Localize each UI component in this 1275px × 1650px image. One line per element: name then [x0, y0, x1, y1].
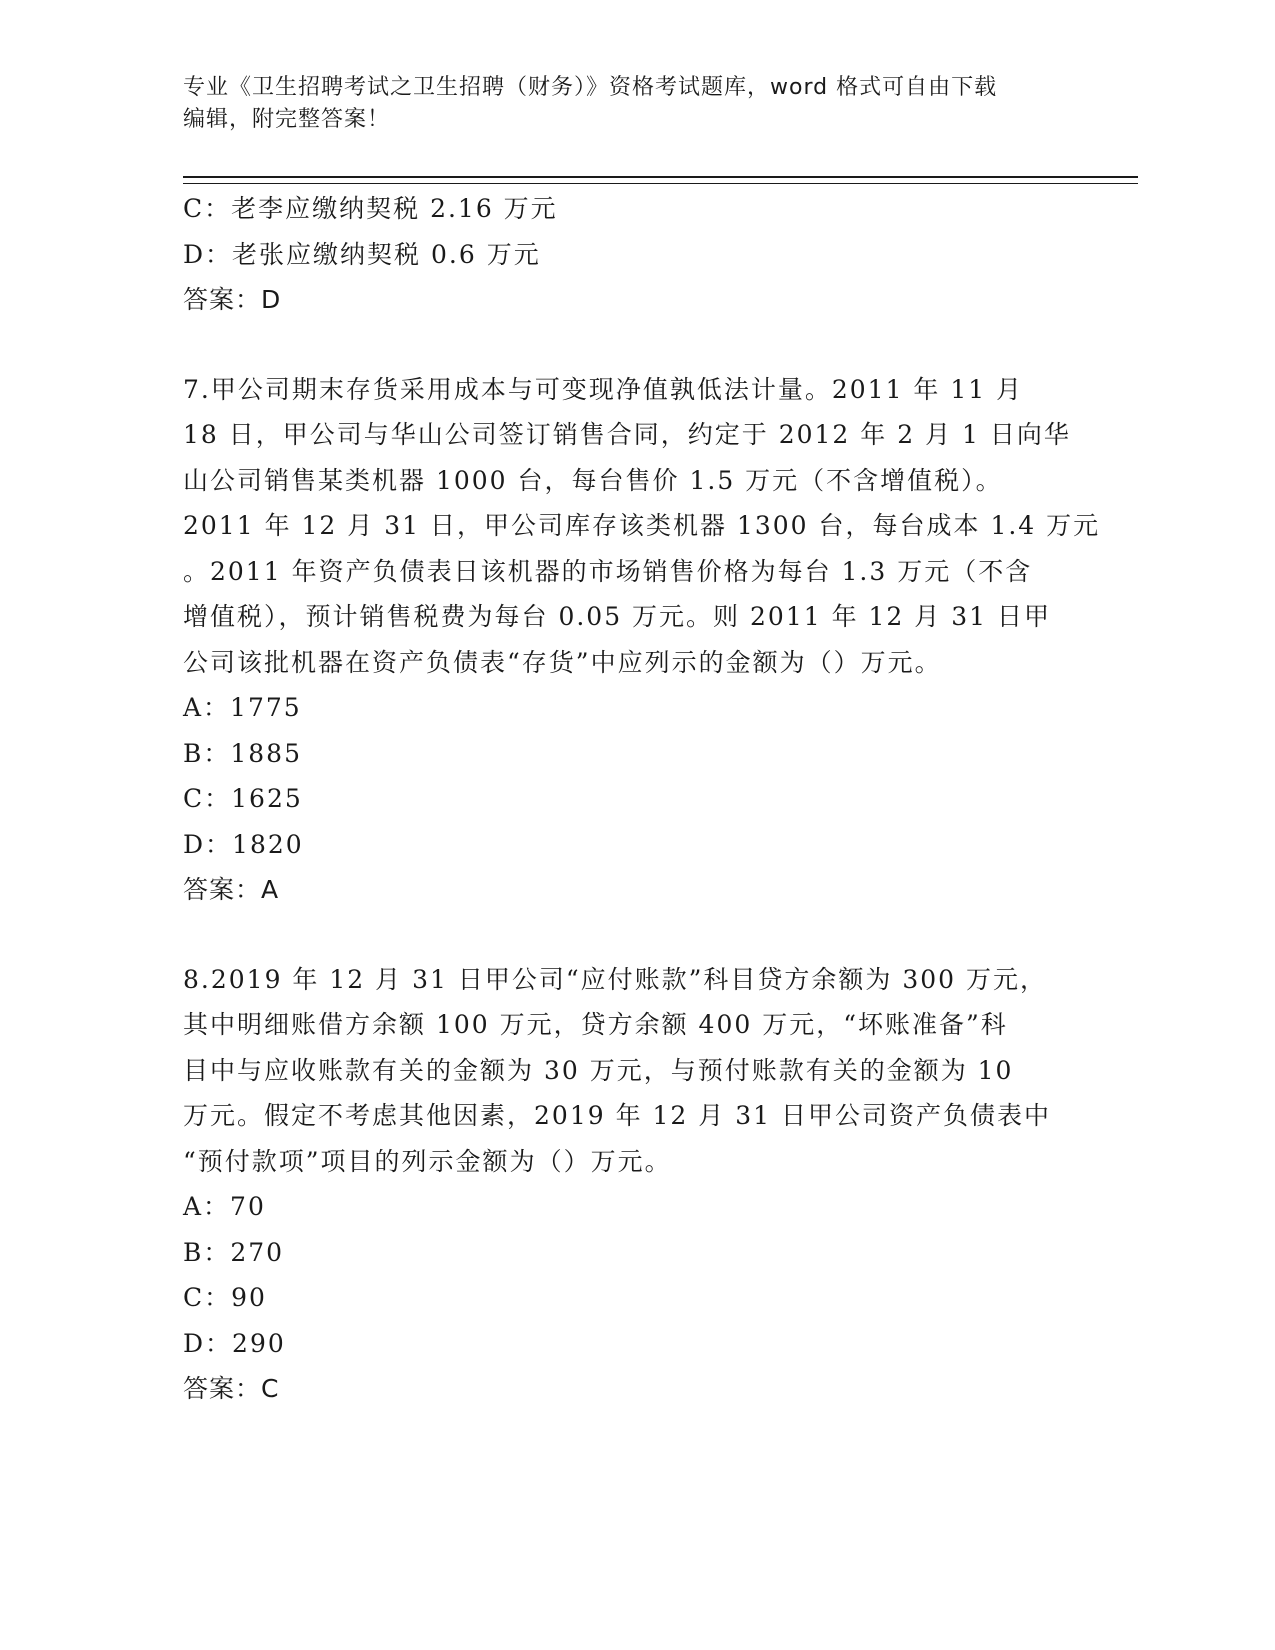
question-text-line: 7.甲公司期末存货采用成本与可变现净值孰低法计量。2011 年 11 月	[183, 374, 1024, 404]
question-text-line: “预付款项”项目的列示金额为（）万元。	[183, 1146, 672, 1176]
question-text-line: 8.2019 年 12 月 31 日甲公司“应付账款”科目贷方余额为 300 万元，	[183, 964, 1048, 994]
answer-line: 答案：C	[183, 1374, 280, 1403]
question-text-line: 增值税），预计销售税费为每台 0.05 万元。则 2011 年 12 月 31 日甲	[183, 602, 1051, 631]
document-header	[183, 72, 1063, 136]
option-c: C：90	[183, 1283, 267, 1312]
question-7	[183, 367, 1101, 913]
header-divider-thin	[183, 183, 1138, 184]
question-6-tail	[183, 186, 1083, 323]
option-c: C：老李应缴纳契税 2.16 万元	[183, 194, 558, 223]
spacer	[183, 913, 1083, 957]
option-a: A：70	[183, 1192, 266, 1221]
question-text-line: 。2011 年资产负债表日该机器的市场销售价格为每台 1.3 万元（不含	[183, 556, 1033, 586]
header-line-1: 专业《卫生招聘考试之卫生招聘（财务）》资格考试题库，word 格式可自由下载	[183, 75, 998, 100]
option-b: B：270	[183, 1237, 285, 1267]
option-d: D：1820	[183, 829, 304, 859]
question-text-line: 其中明细账借方余额 100 万元，贷方余额 400 万元，“坏账准备”科	[183, 1010, 1008, 1039]
header-divider-thick	[183, 176, 1138, 178]
option-d: D：290	[183, 1328, 286, 1358]
answer-line: 答案：A	[183, 875, 280, 904]
option-d: D：老张应缴纳契税 0.6 万元	[183, 239, 541, 269]
question-text-line: 公司该批机器在资产负债表“存货”中应列示的金额为（）万元。	[183, 647, 942, 677]
document-body	[183, 186, 1101, 1412]
question-text-line: 目中与应收账款有关的金额为 30 万元，与预付账款有关的金额为 10	[183, 1055, 1014, 1085]
answer-line: 答案：D	[183, 285, 282, 314]
question-text-line: 2011 年 12 月 31 日，甲公司库存该类机器 1300 台，每台成本 1.4 万元	[183, 511, 1101, 540]
question-text-line: 18 日，甲公司与华山公司签订销售合同，约定于 2012 年 2 月 1 日向华	[183, 420, 1071, 449]
question-8	[183, 957, 1083, 1412]
header-line-2: 编辑，附完整答案！	[183, 107, 391, 132]
spacer	[183, 323, 1083, 367]
option-c: C：1625	[183, 784, 303, 813]
option-b: B：1885	[183, 738, 302, 768]
question-text-line: 山公司销售某类机器 1000 台，每台售价 1.5 万元（不含增值税）。	[183, 465, 1003, 495]
option-a: A：1775	[183, 693, 302, 722]
question-text-line: 万元。假定不考虑其他因素，2019 年 12 月 31 日甲公司资产负债表中	[183, 1101, 1051, 1130]
